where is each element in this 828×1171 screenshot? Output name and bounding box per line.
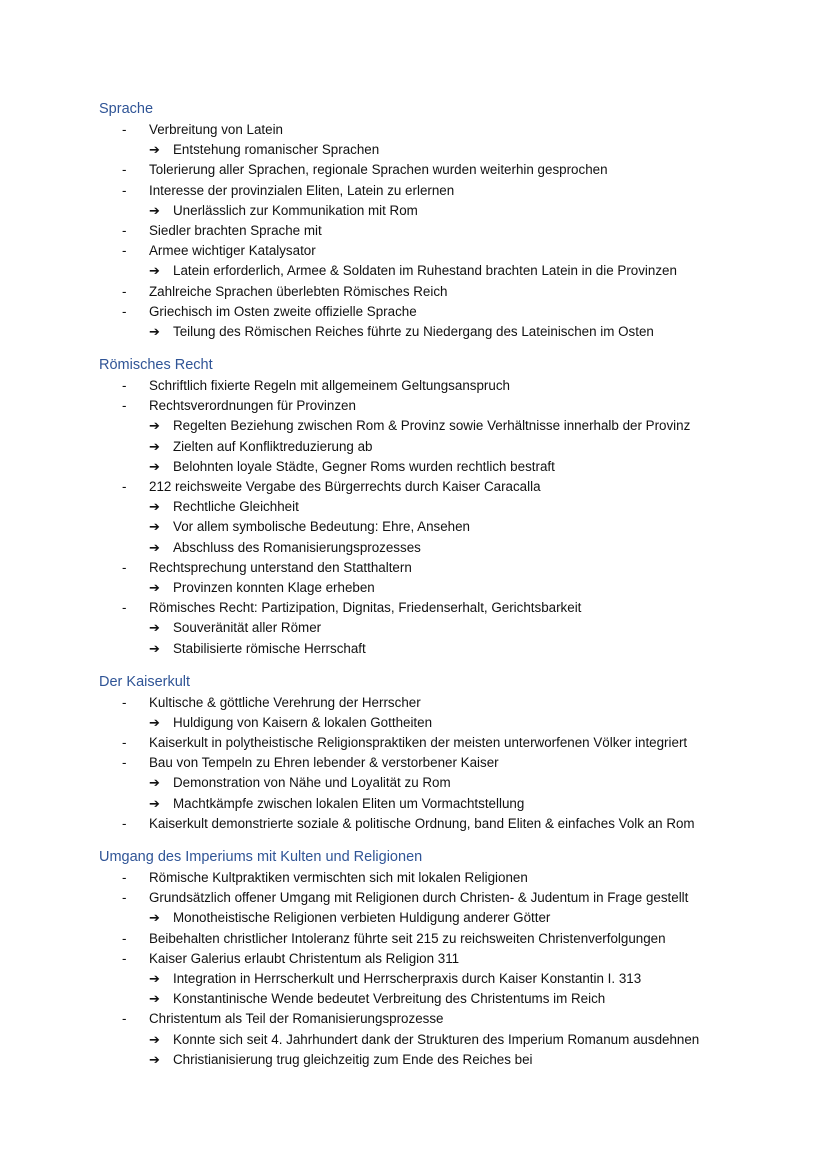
section [0,671,828,834]
bullet-text: Tolerierung aller Sprachen, regionale Sprachen wurden weiterhin gesprochen [149,162,608,178]
bullet-text: Römisches Recht: Partizipation, Dignitas, Friedenserhalt, Gerichtsbarkeit [149,600,582,616]
sub-item [0,1050,828,1070]
section-heading: Der Kaiserkult [99,673,191,690]
arrow-icon: ➔ [149,970,160,986]
arrow-icon: ➔ [149,142,160,158]
section [0,846,828,1070]
arrow-icon: ➔ [149,910,160,926]
bullet-dash: - [122,890,127,906]
arrow-icon: ➔ [149,991,160,1007]
bullet-item [0,929,828,949]
bullet-item [0,1009,828,1029]
bullet-text: 212 reichsweite Vergabe des Bürgerrechts durch Kaiser Caracalla [149,479,541,494]
bullet-text: Siedler brachten Sprache mit [149,222,322,238]
arrow-icon: ➔ [149,795,160,811]
bullet-dash: - [122,479,127,494]
bullet-item [0,814,828,834]
sub-item [0,794,828,814]
arrow-icon: ➔ [149,1051,160,1067]
sub-item [0,416,828,436]
sub-text: Provinzen konnten Klage erheben [173,579,375,595]
section-heading: Umgang des Imperiums mit Kulten und Religionen [99,849,423,865]
bullet-dash: - [122,815,127,831]
bullet-text: Armee wichtiger Katalysator [149,243,316,259]
sub-text: Souveränität aller Römer [173,620,322,636]
sub-text: Regelten Beziehung zwischen Rom & Provinz sowie Verhältnisse innerhalb der Provinz [173,418,691,434]
section-heading: Römisches Recht [99,357,213,374]
bullet-item [0,221,828,241]
sub-item [0,639,828,659]
sub-text: Belohnten loyale Städte, Gegner Roms wurden rechtlich bestraft [173,458,555,474]
bullet-text: Griechisch im Osten zweite offizielle Sprache [149,303,417,319]
sub-item [0,261,828,281]
bullet-item [0,888,828,908]
bullet-item [0,868,828,888]
bullet-dash: - [122,243,127,259]
sub-text: Abschluss des Romanisierungsprozesses [173,539,421,555]
arrow-icon: ➔ [149,263,160,279]
bullet-dash: - [122,378,127,394]
arrow-icon: ➔ [149,499,160,515]
sub-text: Machtkämpfe zwischen lokalen Eliten um Vormachtstellung [173,795,525,811]
arrow-icon: ➔ [149,775,160,791]
bullet-dash: - [122,755,127,771]
sub-text: Stabilisierte römische Herrschaft [173,640,366,656]
bullet-text: Interesse der provinzialen Eliten, Latein zu erlernen [149,182,455,198]
arrow-icon: ➔ [149,458,160,474]
sub-text: Latein erforderlich, Armee & Soldaten im Ruhestand brachten Latein in die Provinzen [173,263,677,279]
sub-item [0,989,828,1009]
bullet-item [0,477,828,497]
sub-item [0,437,828,457]
arrow-icon: ➔ [149,620,160,636]
section [0,98,828,342]
bullet-dash: - [122,930,127,946]
sub-item [0,517,828,537]
bullet-dash: - [122,950,127,966]
sub-item [0,1030,828,1050]
bullet-dash: - [122,870,127,885]
sub-text: Konstantinische Wende bedeutet Verbreitung des Christentums im Reich [173,991,606,1007]
section [0,354,828,659]
bullet-text: Beibehalten christlicher Intoleranz führte seit 215 zu reichsweiten Christenverfolgungen [149,930,666,946]
sub-text: Rechtliche Gleichheit [173,499,299,515]
arrow-icon: ➔ [149,202,160,218]
sub-text: Vor allem symbolische Bedeutung: Ehre, Ansehen [173,519,471,535]
sub-text: Entstehung romanischer Sprachen [173,142,380,158]
bullet-item [0,949,828,969]
bullet-item [0,302,828,322]
bullet-text: Kultische & göttliche Verehrung der Herrscher [149,694,421,710]
arrow-icon: ➔ [149,640,160,656]
bullet-dash: - [122,222,127,238]
sub-text: Teilung des Römischen Reiches führte zu Niedergang des Lateinischen im Osten [173,323,654,339]
bullet-item [0,120,828,140]
bullet-text: Kaiser Galerius erlaubt Christentum als Religion 311 [149,950,460,966]
section-gap [0,659,828,671]
bullet-item [0,396,828,416]
bullet-dash: - [122,735,127,751]
sub-item [0,578,828,598]
sub-item [0,201,828,221]
bullet-text: Verbreitung von Latein [149,122,284,137]
sub-text: Integration in Herrscherkult und Herrscherpraxis durch Kaiser Konstantin I. 313 [173,970,642,986]
bullet-text: Kaiserkult demonstrierte soziale & politische Ordnung, band Eliten & einfaches Volk an Rom [149,815,695,831]
bullet-item [0,753,828,773]
sub-item [0,713,828,733]
sub-text: Huldigung von Kaisern & lokalen Gottheiten [173,714,433,730]
bullet-item [0,181,828,201]
arrow-icon: ➔ [149,323,160,339]
bullet-text: Schriftlich fixierte Regeln mit allgemeinem Geltungsanspruch [149,378,510,394]
bullet-dash: - [122,182,127,198]
bullet-dash: - [122,559,127,575]
sub-item [0,908,828,928]
sub-item [0,497,828,517]
bullet-dash: - [122,122,127,137]
bullet-item [0,376,828,396]
arrow-icon: ➔ [149,714,160,730]
bullet-dash: - [122,398,127,414]
bullet-text: Christentum als Teil der Romanisierungsprozesse [149,1011,444,1027]
sub-text: Christianisierung trug gleichzeitig zum Ende des Reiches bei [173,1051,533,1067]
bullet-dash: - [122,600,127,616]
section-heading: Sprache [99,101,154,117]
arrow-icon: ➔ [149,579,160,595]
sub-text: Konnte sich seit 4. Jahrhundert dank der Strukturen des Imperium Romanum ausdehnen [173,1031,700,1047]
bullet-dash: - [122,1011,127,1027]
sub-item [0,322,828,342]
document-body [0,98,828,1070]
bullet-item [0,733,828,753]
bullet-text: Römische Kultpraktiken vermischten sich mit lokalen Religionen [149,870,528,885]
bullet-item [0,241,828,261]
arrow-icon: ➔ [149,418,160,434]
bullet-text: Rechtsprechung unterstand den Statthaltern [149,559,412,575]
sub-item [0,969,828,989]
sub-item [0,618,828,638]
bullet-text: Zahlreiche Sprachen überlebten Römisches Reich [149,283,448,299]
sub-item [0,457,828,477]
sub-item [0,538,828,558]
sub-text: Unerlässlich zur Kommunikation mit Rom [173,202,418,218]
bullet-dash: - [122,283,127,299]
bullet-text: Rechtsverordnungen für Provinzen [149,398,356,414]
sub-item [0,140,828,160]
arrow-icon: ➔ [149,519,160,535]
bullet-dash: - [122,303,127,319]
bullet-text: Kaiserkult in polytheistische Religionspraktiken der meisten unterworfenen Völker integriert [149,735,688,751]
bullet-item [0,282,828,302]
bullet-item [0,598,828,618]
sub-text: Zielten auf Konfliktreduzierung ab [173,438,373,454]
bullet-item [0,558,828,578]
sub-text: Monotheistische Religionen verbieten Huldigung anderer Götter [173,910,551,926]
bullet-item [0,693,828,713]
bullet-dash: - [122,162,127,178]
arrow-icon: ➔ [149,438,160,454]
bullet-dash: - [122,694,127,710]
sub-text: Demonstration von Nähe und Loyalität zu Rom [173,775,451,791]
section-gap [0,342,828,354]
sub-item [0,773,828,793]
arrow-icon: ➔ [149,1031,160,1047]
section-gap [0,834,828,846]
bullet-text: Bau von Tempeln zu Ehren lebender & verstorbener Kaiser [149,755,499,771]
bullet-item [0,160,828,180]
arrow-icon: ➔ [149,539,160,555]
bullet-text: Grundsätzlich offener Umgang mit Religionen durch Christen- & Judentum in Frage gestellt [149,890,689,906]
